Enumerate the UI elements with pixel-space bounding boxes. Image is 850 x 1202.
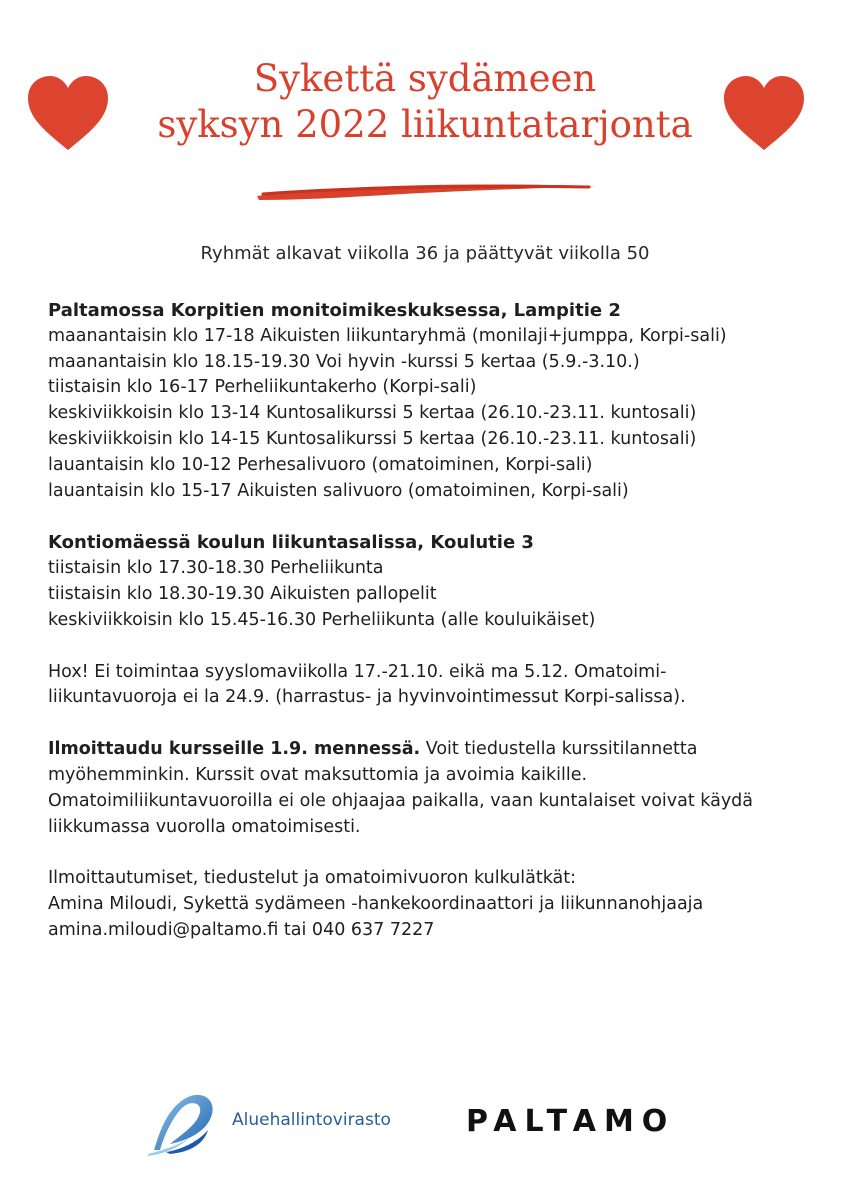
section1-item: maanantaisin klo 17-18 Aikuisten liikuntaryhmä (monilaji+jumppa, Korpi-sali) — [48, 325, 727, 346]
paltamo-logo: PALTAMO — [466, 1104, 676, 1139]
title-line-2: syksyn 2022 liikuntatarjonta — [157, 103, 693, 146]
section2-item: tiistaisin klo 17.30-18.30 Perheliikunta — [48, 558, 384, 579]
avi-logo-icon — [146, 1090, 218, 1156]
section1-item: keskiviikkoisin klo 14-15 Kuntosalikurssi 5 kertaa (26.10.-23.11. kuntosali) — [48, 428, 697, 449]
section1-item: tiistaisin klo 16-17 Perheliikuntakerho (Korpi-sali) — [48, 377, 477, 398]
page-title — [0, 56, 850, 148]
section2-item: keskiviikkoisin klo 15.45-16.30 Perheliikunta (alle kouluikäiset) — [48, 609, 596, 630]
section2-item: tiistaisin klo 18.30-19.30 Aikuisten pallopelit — [48, 583, 437, 604]
content-body — [48, 298, 828, 944]
brush-stroke-divider — [253, 178, 599, 204]
section1-item: maanantaisin klo 18.15-19.30 Voi hyvin -kurssi 5 kertaa (5.9.-3.10.) — [48, 351, 640, 372]
registration-deadline: Ilmoittaudu kursseille 1.9. mennessä. — [48, 739, 421, 760]
contact-line-3: amina.miloudi@paltamo.fi tai 040 637 7227 — [48, 919, 435, 940]
registration-line-3: Omatoimiliikuntavuoroilla ei ole ohjaajaa paikalla, vaan kuntalaiset voivat käydä — [48, 790, 754, 811]
notice-paragraph — [48, 660, 828, 712]
section1-item: keskiviikkoisin klo 13-14 Kuntosalikurssi 5 kertaa (26.10.-23.11. kuntosali) — [48, 403, 697, 424]
contact-line-2: Amina Miloudi, Sykettä sydämeen -hankekoordinaattori ja liikunnanohjaaja — [48, 894, 704, 915]
notice-line-2: liikuntavuoroja ei la 24.9. (harrastus- ja hyvinvointimessut Korpi-salissa). — [48, 687, 686, 708]
registration-line-4: liikkumassa vuorolla omatoimisesti. — [48, 816, 361, 837]
registration-line-1 — [48, 737, 828, 763]
intro-text: Ryhmät alkavat viikolla 36 ja päättyvät viikolla 50 — [200, 243, 650, 264]
avi-name: Aluehallintovirasto — [232, 1110, 391, 1130]
section1-item: lauantaisin klo 15-17 Aikuisten salivuoro (omatoiminen, Korpi-sali) — [48, 480, 629, 501]
section1-item: lauantaisin klo 10-12 Perhesalivuoro (omatoiminen, Korpi-sali) — [48, 454, 593, 475]
title-line-1: Sykettä sydämeen — [253, 57, 597, 100]
section2-heading: Kontiomäessä koulun liikuntasalissa, Koulutie 3 — [48, 532, 534, 554]
contact-line-1: Ilmoittautumiset, tiedustelut ja omatoimivuoron kulkulätkät: — [48, 868, 577, 889]
footer-logos — [0, 1080, 850, 1170]
registration-line-1-rest: Voit tiedustella kurssitilannetta — [420, 739, 698, 760]
registration-line-2: myöhemminkin. Kurssit ovat maksuttomia ja avoimia kaikille. — [48, 764, 588, 785]
section1-heading: Paltamossa Korpitien monitoimikeskuksessa, Lampitie 2 — [48, 300, 621, 321]
contact-paragraph — [48, 866, 828, 943]
registration-paragraph — [48, 737, 828, 840]
notice-line-1: Hox! Ei toimintaa syyslomaviikolla 17.-21.10. eikä ma 5.12. Omatoimi- — [48, 661, 667, 682]
